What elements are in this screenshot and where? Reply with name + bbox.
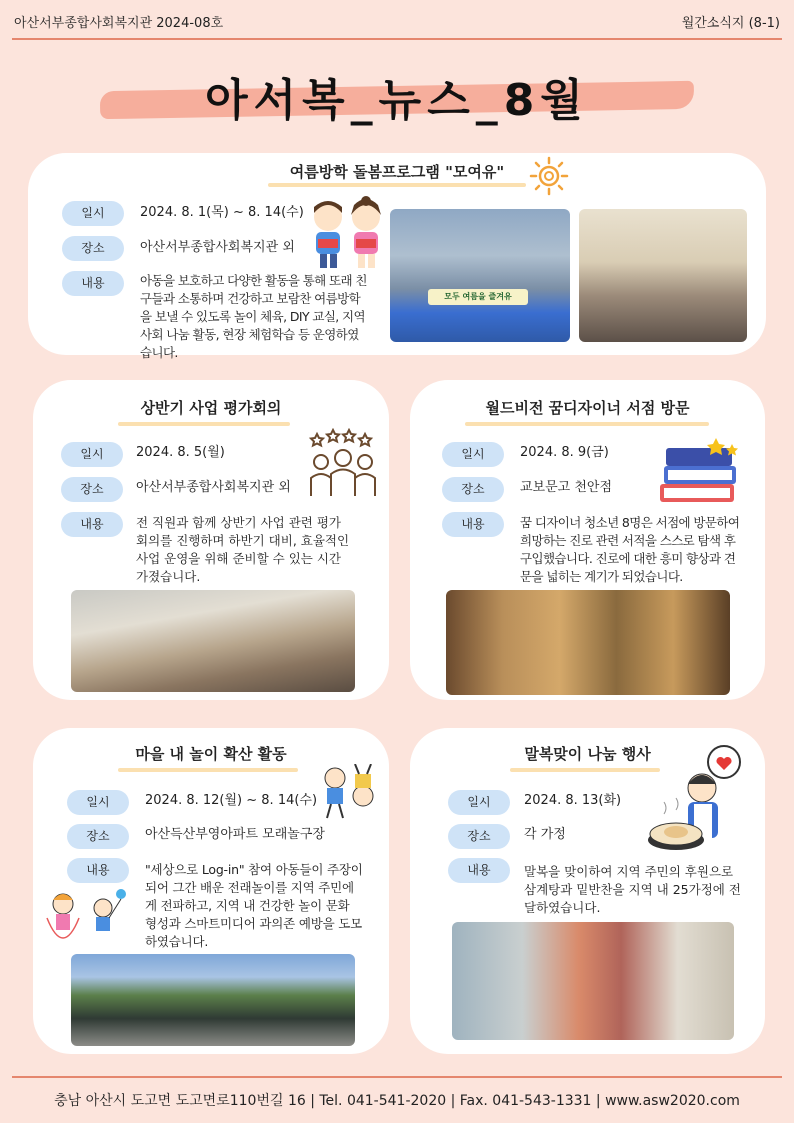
jumping-kids-icon: [43, 888, 127, 948]
content-label: 내용: [448, 858, 510, 883]
page-header: [14, 8, 780, 34]
place-value: 아산서부종합사회복지관 외: [140, 240, 295, 255]
date-label: 일시: [67, 790, 129, 815]
title-underline: [268, 183, 526, 187]
place-label: 장소: [448, 824, 510, 849]
card-title: 마을 내 놀이 확산 활동: [135, 745, 287, 763]
card-malbok: [410, 728, 765, 1054]
footer-contact: 충남 아산시 도고면 도고면로110번길 16 | Tel. 041-541-2020 | Fax. 041-543-1331 | www.asw2020.com: [54, 1093, 740, 1109]
date-label: 일시: [448, 790, 510, 815]
place-label: 장소: [67, 824, 129, 849]
title-underline: [510, 768, 660, 772]
card-review: [33, 380, 389, 700]
footer-divider: [12, 1076, 782, 1078]
date-label: 일시: [61, 442, 123, 467]
content-text: 아동을 보호하고 다양한 활동을 통해 또래 친구들과 소통하며 건강하고 보람찬 여름방학을 보낼 수 있도록 놀이 체육, DIY 교실, 지역사회 나눔 활동, 현장 체험학습 등 운영하였습니다.: [140, 273, 367, 360]
content-text: 말복을 맞이하여 지역 주민의 후원으로 삼계탕과 밑반찬을 지역 내 25가정에 전달하였습니다.: [524, 864, 741, 915]
place-label: 장소: [61, 477, 123, 502]
team-rating-icon: [307, 428, 379, 500]
place-value: 아산서부종합사회복지관 외: [136, 480, 291, 495]
header-divider: [12, 38, 782, 40]
title-underline: [118, 768, 298, 772]
newsletter-label: 월간소식지 (8-1): [681, 15, 780, 31]
card-title: 여름방학 돌봄프로그램 "모여유": [289, 163, 505, 181]
content-text: 전 직원과 함께 상반기 사업 관련 평가 회의를 진행하며 하반기 대비, 효율적인 사업 운영을 위해 준비할 수 있는 시간 가졌습니다.: [136, 515, 350, 584]
date-label: 일시: [442, 442, 504, 467]
play-photo: [71, 954, 355, 1046]
date-value: 2024. 8. 12(월) ~ 8. 14(수): [145, 793, 318, 808]
date-value: 2024. 8. 5(월): [136, 445, 225, 460]
card-title: 상반기 사업 평가회의: [140, 399, 282, 417]
card-bookstore: [410, 380, 765, 700]
playing-kids-icon: [317, 764, 381, 822]
content-text: 꿈 디자이너 청소년 8명은 서점에 방문하여 희망하는 진로 관련 서적을 스스로 탐색 후 구입했습니다. 진로에 대한 흥미 향상과 견문을 넓히는 계기가 되었습니다.: [520, 515, 740, 584]
date-label: 일시: [62, 201, 124, 226]
place-label: 장소: [62, 236, 124, 261]
cook-with-soup-icon: [646, 744, 742, 854]
content-label: 내용: [61, 512, 123, 537]
bookstore-photo: [446, 590, 730, 695]
card-title: 말복맞이 나눔 행사: [524, 745, 651, 763]
place-value: 각 가정: [524, 827, 566, 842]
place-value: 교보문고 천안점: [520, 480, 613, 495]
place-label: 장소: [442, 477, 504, 502]
date-value: 2024. 8. 1(목) ~ 8. 14(수): [140, 205, 304, 220]
card-title: 월드비전 꿈디자이너 서점 방문: [485, 399, 690, 417]
date-value: 2024. 8. 13(화): [524, 793, 622, 808]
place-value: 아산득산부영아파트 모래놀구장: [145, 827, 325, 842]
children-icon: [306, 195, 388, 271]
summer-photo-2: [579, 209, 747, 342]
malbok-photo: [452, 922, 734, 1040]
title-banner: [100, 66, 694, 136]
title-underline: [118, 422, 290, 426]
sun-icon: [526, 156, 572, 196]
content-text: "세상으로 Log-in" 참여 아동들이 주장이 되어 그간 배운 전래놀이를 지역 주민에게 전파하고, 지역 내 건강한 놀이 문화 형성과 스마트미디어 과의존 예방을 도모하였습니다.: [145, 862, 363, 949]
issue-label: 아산서부종합사회복지관 2024-08호: [14, 15, 224, 31]
content-label: 내용: [67, 858, 129, 883]
review-photo: [71, 590, 355, 692]
summer-photo-1: [390, 209, 570, 342]
card-summer: [28, 153, 766, 360]
content-label: 내용: [62, 271, 124, 296]
card-play: [33, 728, 389, 1054]
page-title: 아서복_뉴스_8월: [205, 75, 589, 126]
title-underline: [465, 422, 709, 426]
content-label: 내용: [442, 512, 504, 537]
photo-banner: 모두 여름을 즐겨유: [428, 289, 528, 305]
books-icon: [656, 434, 742, 508]
date-value: 2024. 8. 9(금): [520, 445, 609, 460]
